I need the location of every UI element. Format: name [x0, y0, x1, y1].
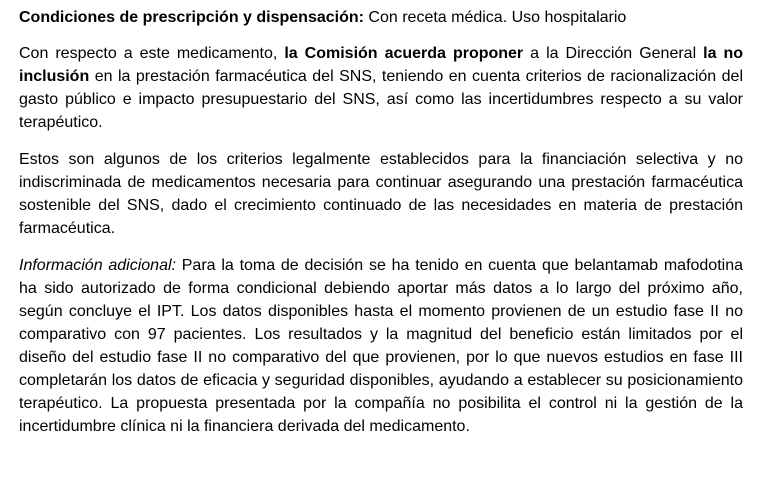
additional-info-paragraph	[19, 254, 743, 438]
decision-bold-commission: la Comisión acuerda proponer	[284, 45, 524, 62]
decision-text-1: Con respecto a este medicamento,	[19, 45, 285, 62]
decision-text-3: en la prestación farmacéutica del SNS, teniendo en cuenta criterios de racionalización del gasto público e impacto presupuestario del SNS, así como las incertidumbres respecto a su valor terapéutico.	[19, 68, 743, 131]
decision-bold-non-inclusion: la no inclusión	[19, 45, 744, 85]
additional-info-text: Para la toma de decisión se ha tenido en cuenta que belantamab mafodotina ha sido autorizado de forma condicional debiendo aportar más datos a lo largo del próximo año, según concluye el IPT. Los datos disponibles hasta el momento provienen de un estudio fase II no comparativo con 97 pacientes. Los resultados y la magnitud del beneficio están limitados por el diseño del estudio fase II no comparativo del que provienen, por lo que nuevos estudios en fase III completarán los datos de eficacia y seguridad disponibles, ayudando a establecer su posicionamiento terapéutico. La propuesta presentada por la compañía no posibilita el control ni la gestión de la incertidumbre clínica ni la financiera derivada del medicamento.	[19, 257, 744, 435]
additional-info-label: Información adicional:	[19, 257, 176, 274]
criteria-text: Estos son algunos de los criterios legalmente establecidos para la financiación selectiva y no indiscriminada de medicamentos necesaria para continuar asegurando una prestación farmacéutica sostenible del SNS, dado el crecimiento continuado de las necesidades en materia de prestación farmacéutica.	[19, 151, 743, 237]
criteria-paragraph	[19, 148, 743, 240]
decision-text-2: a la Dirección General	[523, 45, 704, 62]
decision-paragraph	[19, 42, 743, 134]
document-body	[19, 6, 743, 438]
prescription-conditions	[19, 6, 743, 29]
prescription-value: Con receta médica. Uso hospitalario	[363, 9, 627, 26]
prescription-label: Condiciones de prescripción y dispensación:	[19, 9, 364, 26]
